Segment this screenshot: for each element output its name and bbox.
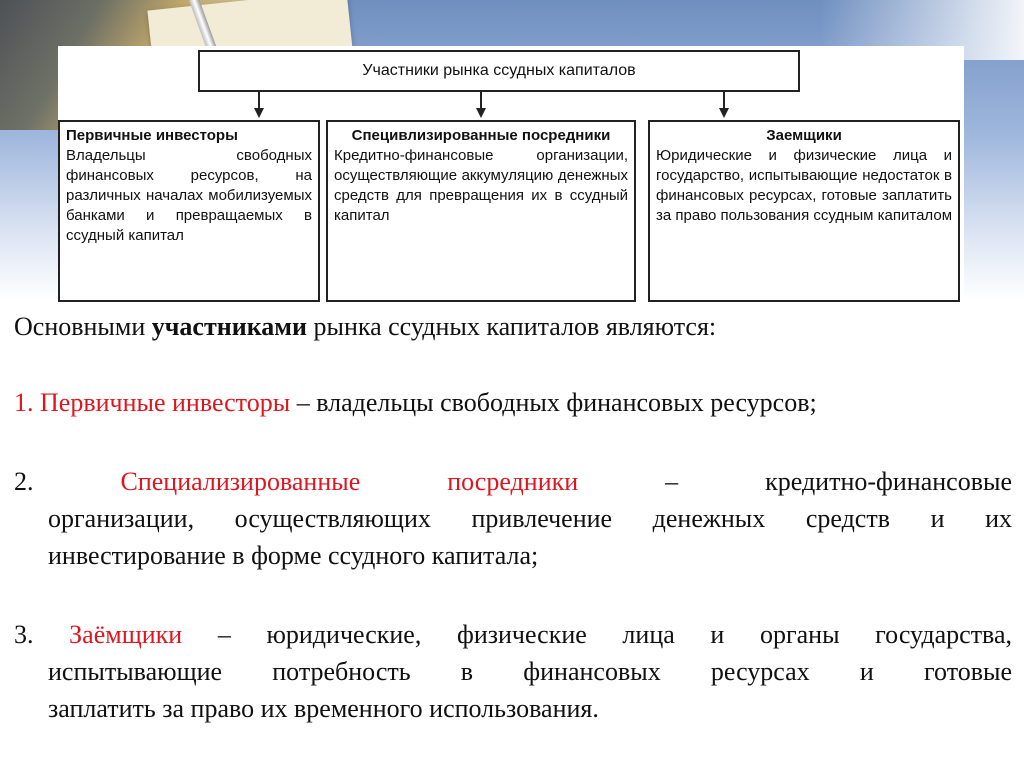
item-dash: –	[217, 620, 231, 649]
box-heading: Первичные инвесторы	[66, 127, 238, 144]
item-dash: –	[296, 388, 310, 417]
arrow-right	[719, 108, 729, 118]
list-item-3	[14, 616, 1012, 727]
diagram-title: Участники рынка ссудных капиталов	[362, 62, 636, 79]
item-rest-line: испытывающие потребность в финансовых ресурсах и готовые	[48, 657, 1012, 686]
slide-text	[14, 308, 1013, 723]
box-primary-investors	[58, 120, 320, 302]
item-term: Заёмщики	[69, 620, 183, 649]
arrow-middle	[476, 108, 486, 118]
intro-prefix: Основными	[14, 312, 152, 341]
intro-suffix: рынка ссудных капиталов являются:	[306, 312, 717, 341]
box-heading: Заемщики	[766, 127, 842, 144]
box-heading: Специвлизированные посредники	[351, 127, 611, 144]
item-line-3	[14, 690, 1012, 727]
list-item-1	[14, 384, 1012, 421]
box-body: Кредитно-финансовые организации, осуществляющие аккумуляцию денежных средств для превращения их в ссудный капитал	[334, 147, 628, 224]
item-rest: владельцы свободных финансовых ресурсов;	[316, 388, 817, 417]
box-intermediaries	[326, 120, 636, 302]
arrow-left	[254, 108, 264, 118]
item-number: 3.	[14, 620, 34, 649]
item-term-b: посредники	[447, 467, 579, 496]
intro-bold: участниками	[151, 312, 307, 341]
item-rest-line: инвестирование в форме ссудного капитала;	[48, 541, 539, 570]
item-rest-first: кредитно-финансовые	[765, 467, 1012, 496]
item-first-line	[14, 616, 1012, 653]
item-dash: –	[665, 467, 679, 496]
box-body: Владельцы свободных финансовых ресурсов, на различных началах мобилизуемых банками и превращаемых в ссудный капитал	[66, 147, 312, 244]
participants-diagram	[58, 46, 964, 302]
item-number: 1.	[14, 388, 34, 417]
item-term-a: Специализированные	[120, 467, 361, 496]
list-item-2	[14, 463, 1012, 574]
item-first-line	[14, 463, 1012, 500]
box-body: Юридические и физические лица и государство, испытывающие недостаток в финансовых ресурсах, готовые заплатить за право пользования ссудным капиталом	[656, 147, 953, 224]
item-line-2	[14, 653, 1012, 690]
intro-sentence	[14, 308, 1012, 345]
item-line-3	[14, 537, 1012, 574]
item-number: 2.	[14, 467, 34, 496]
diagram-title-box	[198, 50, 800, 92]
item-rest-line: организации, осуществляющих привлечение денежных средств и их	[48, 504, 1012, 533]
item-rest-first: юридические, физические лица и органы государства,	[266, 620, 1013, 649]
item-term: Первичные инвесторы	[40, 388, 291, 417]
box-borrowers	[648, 120, 960, 302]
item-line-2	[14, 500, 1012, 537]
item-rest-line: заплатить за право их временного использования.	[48, 694, 599, 723]
